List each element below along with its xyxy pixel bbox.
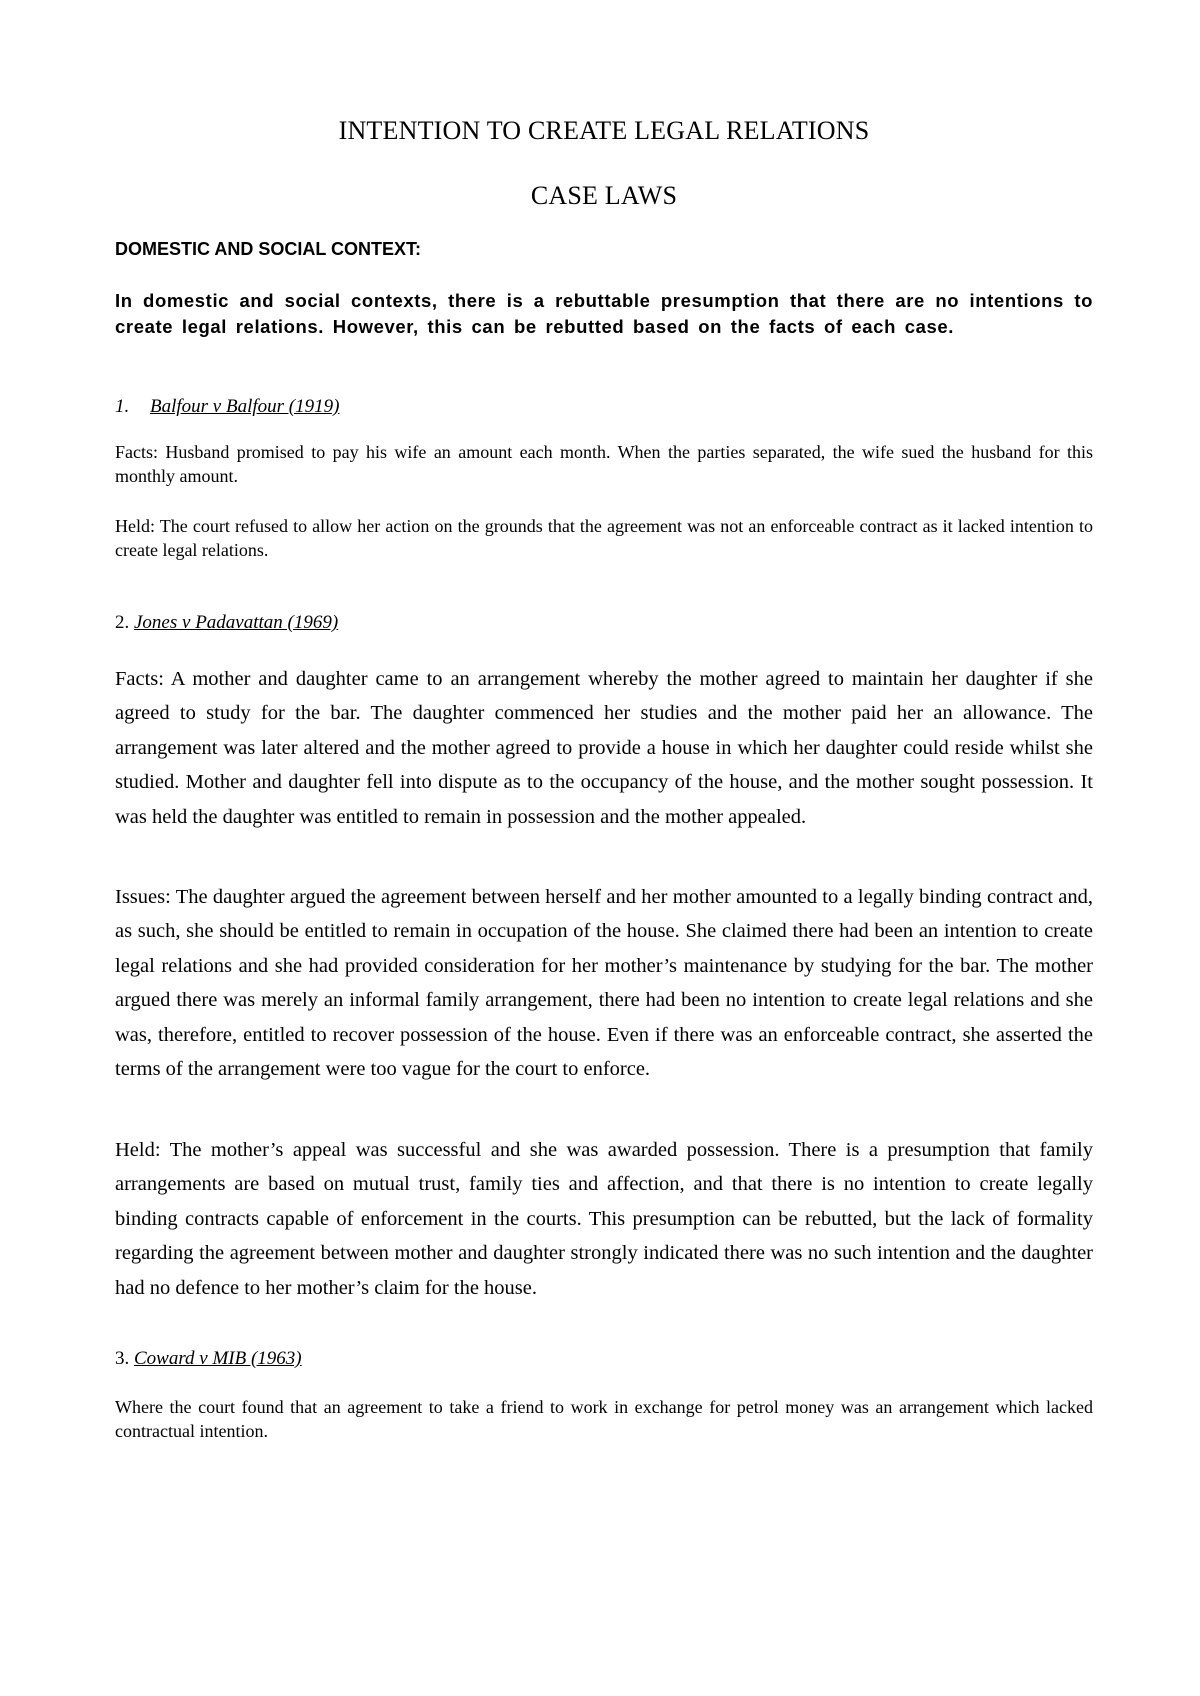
jones-facts: Facts: A mother and daughter came to an arrangement whereby the mother agreed to maintain her daughter if she agreed to study for the bar. The daughter commenced her studies and the mother paid her an allowance. The arrangement was later altered and the mother agreed to provide a house in which her daughter could reside whilst she studied. Mother and daughter fell into dispute as to the occupancy of the house, and the mother sought possession. It was held the daughter was entitled to remain in possession and the mother appealed. — [115, 668, 1093, 828]
case-number: 3. — [115, 1348, 130, 1369]
case-name: Balfour v Balfour (1919) — [150, 396, 340, 417]
case-heading-balfour — [115, 396, 339, 418]
balfour-held: Held: The court refused to allow her action on the grounds that the agreement was not an enforceable contract as it lacked intention to create legal relations. — [115, 516, 1093, 560]
balfour-facts: Facts: Husband promised to pay his wife an amount each month. When the parties separated, the wife sued the husband for this monthly amount. — [115, 442, 1093, 486]
jones-issues: Issues: The daughter argued the agreement between herself and her mother amounted to a legally binding contract and, as such, she should be entitled to remain in occupation of the house. She claimed there had been an intention to create legal relations and she had provided consideration for her mother’s maintenance by studying for the bar. The mother argued there was merely an informal family arrangement, there had been no intention to create legal relations and she was, therefore, entitled to recover possession of the house. Even if there was an enforceable contract, she asserted the terms of the arrangement were too vague for the court to enforce. — [115, 886, 1093, 1081]
document-subtitle: CASE LAWS — [530, 181, 678, 210]
case-heading-coward — [115, 1348, 302, 1370]
case-heading-jones — [115, 612, 338, 634]
presumption-paragraph: In domestic and social contexts, there is a rebuttable presumption that there are no intentions to create legal relations. However, this can be rebutted based on the facts of each case. — [115, 290, 1093, 337]
case-name: Coward v MIB (1963) — [134, 1348, 302, 1369]
coward-text: Where the court found that an agreement to take a friend to work in exchange for petrol money was an arrangement which lacked contractual intention. — [115, 1397, 1093, 1441]
case-number: 1. — [115, 396, 130, 417]
case-name: Jones v Padavattan (1969) — [134, 612, 339, 633]
jones-held: Held: The mother’s appeal was successful and she was awarded possession. There is a presumption that family arrangements are based on mutual trust, family ties and affection, and that there is no intention to create legally binding contracts capable of enforcement in the courts. This presumption can be rebutted, but the lack of formality regarding the agreement between mother and daughter strongly indicated there was no such intention and the daughter had no defence to her mother’s claim for the house. — [115, 1139, 1093, 1299]
section-heading: DOMESTIC AND SOCIAL CONTEXT: — [115, 239, 422, 259]
case-number: 2. — [115, 612, 130, 633]
document-title: INTENTION TO CREATE LEGAL RELATIONS — [338, 116, 870, 145]
